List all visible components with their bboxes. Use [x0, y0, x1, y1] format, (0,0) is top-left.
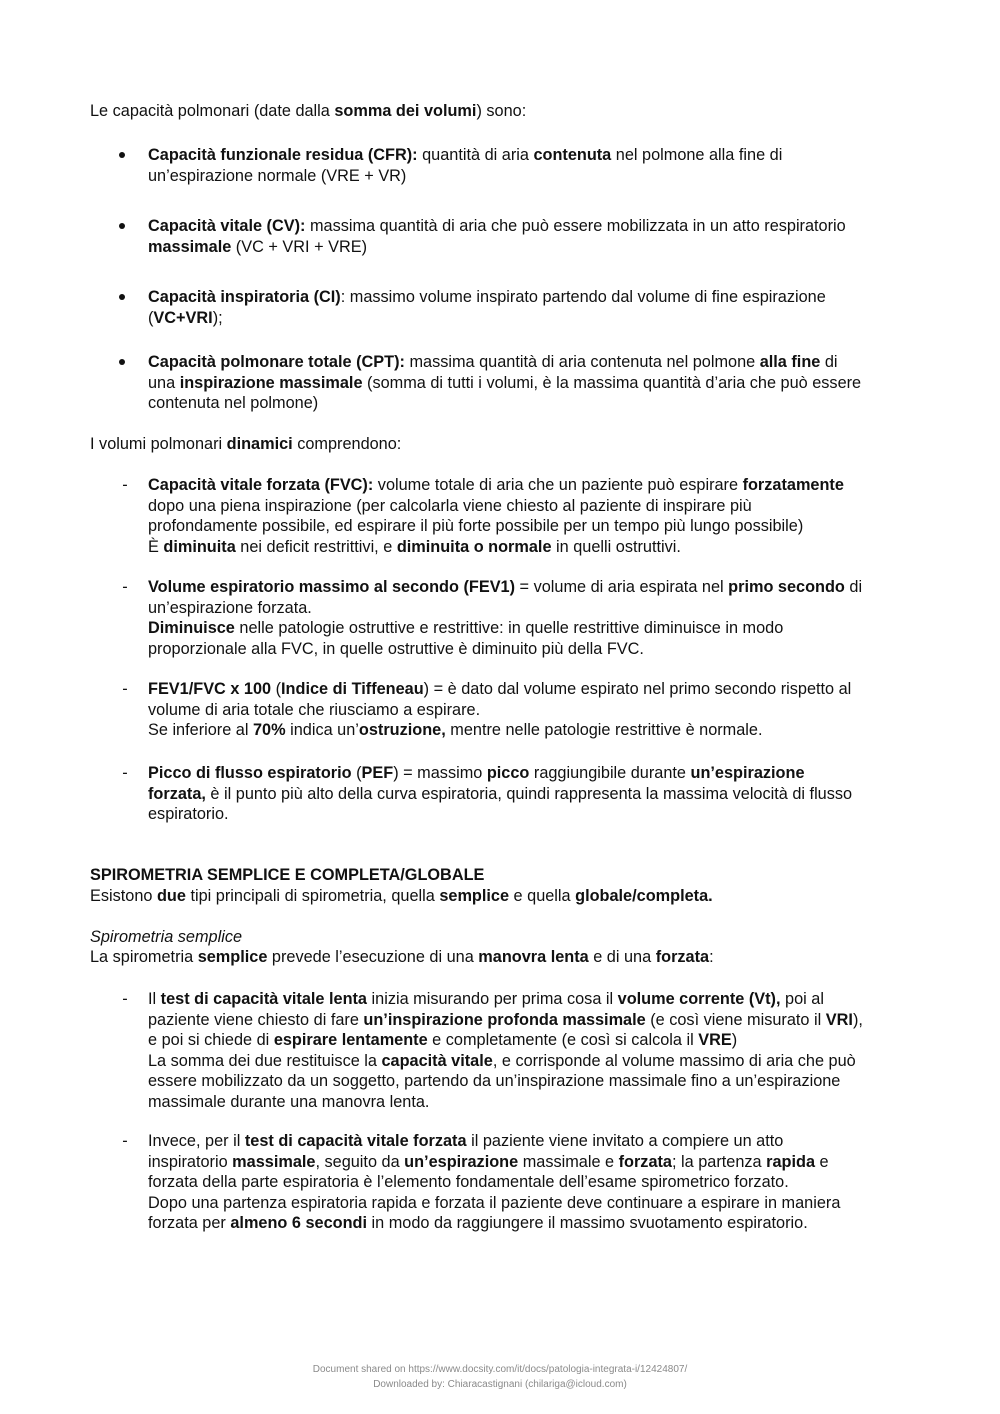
dash-marker: -: [122, 990, 128, 1008]
text-run: paziente viene chiesto di fare: [148, 1010, 364, 1029]
text-run: forzata della parte espiratoria è l’elemento fondamentale dell’esame spirometrico forzato.: [148, 1173, 789, 1191]
text-run: volume corrente (Vt),: [617, 990, 781, 1008]
text-run: massimale durante una manovra lenta.: [148, 1092, 430, 1111]
text-line: [148, 763, 938, 784]
list-item-forced-vc-test: [122, 1131, 938, 1234]
text-run: Capacità vitale (CV):: [148, 217, 306, 235]
text-run: ),: [852, 1010, 863, 1029]
text-run: inizia misurando per prima cosa il: [367, 990, 618, 1008]
text-run: Capacità funzionale residua (CFR):: [148, 146, 418, 164]
text-run: massima quantità di aria che può essere mobilizzata in un atto respiratorio: [305, 217, 846, 235]
text-run: il paziente viene invitato a compiere un atto: [466, 1132, 784, 1150]
text-run: semplice: [197, 948, 268, 966]
list-item-fev1: [122, 577, 938, 659]
text-run: : massimo volume inspirato partendo dal volume di fine espirazione: [340, 288, 826, 306]
text-run: Volume espiratorio massimo al secondo (FEV1): [148, 578, 516, 596]
text-line: [148, 1213, 938, 1234]
list-item-cv: [148, 216, 938, 257]
text-run: :: [709, 948, 714, 966]
text-line: [148, 475, 938, 496]
text-run: (e così viene misurato il: [645, 1010, 826, 1029]
text-run: (VC + VRI + VRE): [231, 237, 367, 256]
text-line: [148, 308, 938, 329]
list-item-fvc: [122, 475, 938, 557]
text-run: nel polmone alla fine di: [611, 146, 783, 164]
capacities-intro: [90, 101, 930, 122]
text-run: inspiratorio: [148, 1152, 233, 1171]
text-run: (somma di tutti i volumi, è la massima quantità d’aria che può essere: [362, 373, 862, 392]
text-run: un’inspirazione profonda massimale: [363, 1010, 646, 1029]
text-run: un’espirazione: [404, 1152, 519, 1171]
text-run: di: [844, 578, 863, 596]
bullet-icon: [119, 152, 125, 158]
text-run: La somma dei due restituisce la: [148, 1051, 382, 1070]
text-run: forzata: [655, 948, 710, 966]
dash-marker: -: [122, 1132, 128, 1150]
text-run: un’espirazione normale (VRE + VR): [148, 166, 407, 185]
text-run: contenuta nel polmone): [148, 394, 319, 412]
text-run: VRE: [698, 1031, 732, 1049]
text-line: [148, 1051, 938, 1072]
list-item-cpt: [148, 352, 938, 414]
bullet-icon: [119, 359, 125, 365]
text-run: dopo una piena inspirazione (per calcolarla viene chiesto al paziente di inspirare più: [148, 496, 752, 515]
text-run: due: [156, 887, 186, 905]
text-run: , e corrisponde al volume massimo di aria che può: [492, 1051, 856, 1070]
text-line: [148, 679, 938, 700]
section-heading: SPIROMETRIA SEMPLICE E COMPLETA/GLOBALE: [90, 866, 485, 884]
text-line: [148, 700, 938, 721]
text-run: e di una: [588, 948, 656, 966]
footer-shared-link: Document shared on https://www.docsity.com/it/docs/patologia-integrata-i/12424807/: [312, 1364, 688, 1375]
text-run: massima quantità di aria contenuta nel polmone: [404, 353, 760, 371]
text-line: [148, 1010, 938, 1031]
text-run: ) = è dato dal volume espirato nel primo secondo rispetto al: [423, 680, 852, 698]
text-run: espirare lentamente: [273, 1031, 428, 1049]
text-run: un’espirazione: [690, 764, 805, 782]
text-run: indica un’: [285, 721, 359, 739]
text-run: PEF: [361, 764, 394, 782]
text-run: test di capacità vitale forzata: [244, 1132, 467, 1150]
text-run: Invece, per il: [148, 1132, 245, 1150]
text-run: ostruzione,: [358, 721, 446, 739]
text-run: un’espirazione forzata.: [148, 598, 312, 617]
text-run: picco: [486, 764, 530, 782]
text-run: proporzionale alla FVC, in quelle ostruttive è diminuito più della FVC.: [148, 639, 644, 658]
text-run: una: [148, 373, 180, 392]
text-run: almeno 6 secondi: [230, 1214, 367, 1232]
text-run: in quelli ostruttivi.: [551, 537, 681, 556]
text-run: Capacità inspiratoria (CI): [148, 288, 341, 306]
subheading-simple-spirometry: Spirometria semplice: [90, 928, 243, 946]
spirometry-intro: [90, 886, 930, 907]
text-line: [148, 496, 938, 517]
text-run: comprendono:: [292, 435, 402, 453]
text-line: [148, 216, 938, 237]
text-run: 70%: [252, 721, 286, 739]
text-line: [148, 393, 938, 414]
dash-marker: -: [122, 764, 128, 782]
text-run: Esistono: [90, 887, 157, 905]
text-run: di: [820, 353, 838, 371]
text-run: Dopo una partenza espiratoria rapida e forzata il paziente deve continuare a espirare in maniera: [148, 1193, 841, 1212]
list-item-pef: [122, 763, 938, 825]
text-run: alla fine: [759, 353, 821, 371]
text-run: );: [212, 308, 223, 327]
dash-marker: -: [122, 680, 128, 698]
text-run: (: [148, 308, 154, 327]
text-run: forzatamente: [742, 476, 844, 494]
text-run: Le capacità polmonari (date dalla: [90, 102, 335, 120]
text-run: nelle patologie ostruttive e restrittive: in quelle restrittive diminuisce in modo: [234, 619, 784, 637]
list-item-slow-vc-test: [122, 989, 938, 1112]
text-run: FEV1/FVC x 100: [148, 680, 272, 698]
text-run: globale/completa.: [575, 887, 713, 905]
text-run: e completamente (e così si calcola il: [427, 1031, 699, 1049]
text-run: contenuta: [533, 146, 612, 164]
text-line: [148, 166, 938, 187]
text-run: test di capacità vitale lenta: [160, 990, 367, 1008]
text-run: manovra lenta: [478, 948, 589, 966]
text-run: quantità di aria: [417, 146, 534, 164]
text-run: profondamente possibile, ed espirare il più forte possibile per un tempo più lungo possibile): [148, 517, 804, 535]
text-run: = volume di aria espirata nel: [515, 578, 729, 596]
text-run: semplice: [439, 887, 510, 905]
text-run: diminuita o normale: [396, 537, 552, 556]
footer-downloaded-by: Downloaded by: Chiaracastignani (chilariga@icloud.com): [373, 1379, 627, 1390]
text-run: prevede l’esecuzione di una: [267, 948, 479, 966]
text-run: , seguito da: [315, 1152, 405, 1171]
text-run: I volumi polmonari: [90, 435, 227, 453]
text-line: [148, 516, 938, 537]
text-line: [148, 598, 938, 619]
text-run: diminuita: [163, 537, 236, 556]
dash-marker: -: [122, 578, 128, 596]
text-line: [148, 618, 938, 639]
text-run: poi al: [780, 990, 824, 1008]
text-run: forzata per: [148, 1214, 231, 1232]
list-item-tiffeneau: [122, 679, 938, 741]
text-line: [148, 373, 938, 394]
text-line: [148, 804, 938, 825]
text-line: [148, 352, 938, 373]
text-line: [148, 287, 938, 308]
text-run: forzata,: [148, 784, 206, 803]
text-run: Indice di Tiffeneau: [281, 680, 424, 698]
dash-marker: -: [122, 476, 128, 494]
text-line: [148, 1071, 938, 1092]
bullet-icon: [119, 223, 125, 229]
text-line: [148, 1172, 938, 1193]
text-run: tipi principali di spirometria, quella: [185, 887, 440, 905]
text-run: volume totale di aria che un paziente può espirare: [373, 476, 743, 494]
text-run: raggiungibile durante: [529, 764, 691, 782]
text-line: [148, 1131, 938, 1152]
text-run: ) sono:: [476, 102, 527, 120]
text-run: Diminuisce: [148, 619, 235, 637]
text-line: [148, 145, 938, 166]
text-run: massimale: [148, 237, 232, 256]
text-run: somma dei volumi: [334, 102, 477, 120]
text-run: volume di aria totale che riusciamo a espirare.: [148, 700, 481, 719]
text-run: è il punto più alto della curva espiratoria, quindi rappresenta la massima velocità di flusso: [205, 784, 853, 803]
text-line: [148, 1030, 938, 1051]
text-run: VRI: [825, 1010, 853, 1029]
text-run: mentre nelle patologie restrittive è normale.: [445, 721, 763, 739]
text-run: e quella: [509, 887, 576, 905]
text-run: dinamici: [226, 435, 293, 453]
text-run: Capacità vitale forzata (FVC):: [148, 476, 374, 494]
text-run: massimale: [232, 1152, 316, 1171]
text-run: inspirazione massimale: [179, 373, 363, 392]
text-run: Se inferiore al: [148, 721, 253, 739]
text-run: Picco di flusso espiratorio: [148, 764, 352, 782]
text-run: Capacità polmonare totale (CPT):: [148, 353, 405, 371]
text-run: (: [271, 680, 282, 698]
text-run: e: [815, 1152, 829, 1171]
text-run: capacità vitale: [381, 1051, 493, 1070]
text-line: [148, 784, 938, 805]
text-run: in modo da raggiungere il massimo svuotamento espiratorio.: [367, 1214, 808, 1232]
text-run: forzata: [618, 1152, 672, 1171]
text-run: e poi si chiede di: [148, 1031, 274, 1049]
text-run: primo secondo: [728, 578, 845, 596]
text-run: nei deficit restrittivi, e: [235, 537, 397, 556]
text-run: ; la partenza: [672, 1152, 767, 1171]
text-line: [148, 1092, 938, 1113]
text-line: [148, 989, 938, 1010]
text-run: espiratorio.: [148, 805, 229, 823]
text-line: [148, 720, 938, 741]
text-line: [148, 577, 938, 598]
text-line: [148, 537, 938, 558]
text-run: rapida: [766, 1152, 816, 1171]
list-item-ci: [148, 287, 938, 328]
text-run: Il: [148, 990, 161, 1008]
text-run: essere mobilizzato da un soggetto, partendo da un’inspirazione massimale fino a un’espirazione: [148, 1072, 841, 1090]
text-run: La spirometria: [90, 948, 198, 966]
text-line: [148, 237, 938, 258]
simple-spirometry-intro: [90, 947, 930, 968]
list-item-cfr: [148, 145, 938, 186]
text-run: VC+VRI: [153, 308, 213, 327]
text-run: (: [351, 764, 362, 782]
text-run: ) = massimo: [393, 764, 487, 782]
text-line: [148, 1152, 938, 1173]
bullet-icon: [119, 294, 125, 300]
text-run: massimale e: [518, 1152, 619, 1171]
text-run: È: [148, 537, 164, 556]
text-run: ): [731, 1031, 738, 1049]
text-line: [148, 639, 938, 660]
dynamic-intro: [90, 434, 930, 455]
text-line: [148, 1193, 938, 1214]
